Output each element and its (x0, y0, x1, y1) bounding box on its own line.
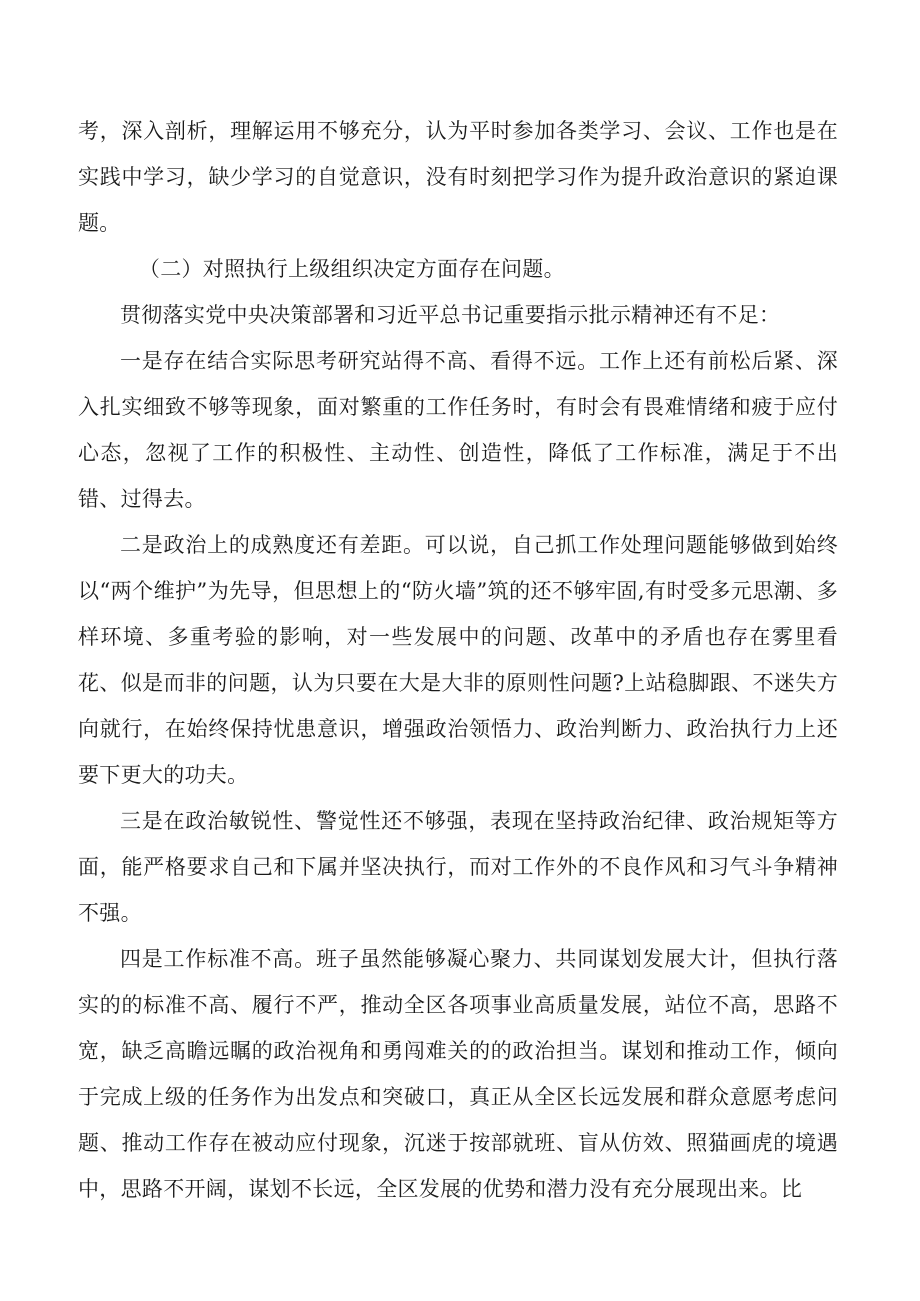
paragraph-point-two: 二是政治上的成熟度还有差距。可以说，自己抓工作处理问题能够做到始终以“两个维护”为先导，但思想上的“防火墙”筑的还不够牢固,有时受多元思潮、多样环境、多重考验的影响，对一些发展中的问题、改革中的矛盾也存在雾里看花、似是而非的问题，认为只要在大是大非的原则性问题?上站稳脚跟、不迷失方向就行，在始终保持忧患意识，增强政治领悟力、政治判断力、政治执行力上还要下更大的功夫。 (78, 533, 838, 787)
paragraph-point-four: 四是工作标准不高。班子虽然能够凝心聚力、共同谋划发展大计，但执行落实的的标准不高、履行不严，推动全区各项事业高质量发展，站位不高，思路不宽，缺乏高瞻远瞩的政治视角和勇闯难关的的政治担当。谋划和推动工作，倾向于完成上级的任务作为出发点和突破口，真正从全区长远发展和群众意愿考虑问题、推动工作存在被动应付现象，沉迷于按部就班、盲从仿效、照猫画虎的境遇中，思路不开阔，谋划不长远，全区发展的优势和潜力没有充分展现出来。比 (78, 947, 838, 1201)
paragraph-point-three: 三是在政治敏锐性、警觉性还不够强，表现在坚持政治纪律、政治规矩等方面，能严格要求自己和下属并坚决执行，而对工作外的不良作风和习气斗争精神不强。 (78, 809, 838, 925)
paragraph-intro: 贯彻落实党中央决策部署和习近平总书记重要指示批示精神还有不足： (120, 303, 781, 327)
paragraph-continuation: 考，深入剖析，理解运用不够充分，认为平时参加各类学习、会议、工作也是在实践中学习，缺少学习的自觉意识，没有时刻把学习作为提升政治意识的紧迫课题。 (78, 119, 838, 235)
document-body (78, 108, 838, 1212)
paragraph-point-one: 一是存在结合实际思考研究站得不高、看得不远。工作上还有前松后紧、深入扎实细致不够等现象，面对繁重的工作任务时，有时会有畏难情绪和疲于应付心态，忽视了工作的积极性、主动性、创造性，降低了工作标准，满足于不出错、过得去。 (78, 349, 838, 511)
section-heading: （二）对照执行上级组织决定方面存在问题。 (138, 257, 565, 281)
